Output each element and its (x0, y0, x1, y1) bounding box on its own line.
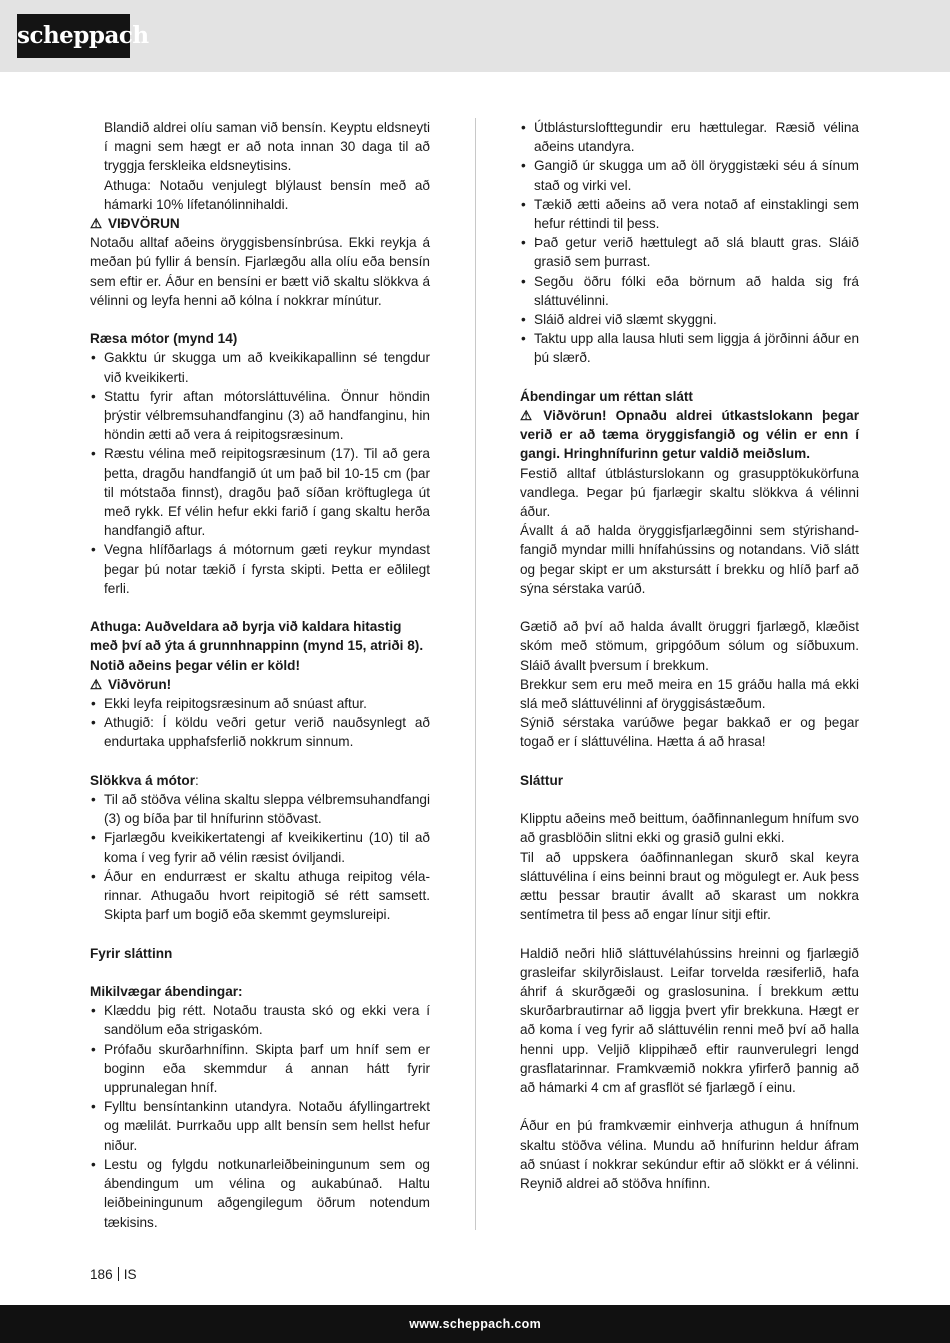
bullet-item: • Lestu og fylgdu notkunarleiðbeiningunum sem og ábendingum um vélina og aukabúnað. Haltu leiðbeiningunum aðgengilegum öðrum notendum tækisins. (90, 1155, 430, 1232)
warning-text: Viðvörun! Opnaðu aldrei útkastslokann þegar verið er að tæma öryggisfangið og vélin er enn í gangi. Hringhnífurinn getur valdið meiðslum. (520, 408, 859, 462)
bullet-item: • Fjarlægðu kveikikertatengi af kveikikertinu (10) til að koma í veg fyrir að vélin ræsist óviljandi. (90, 828, 430, 866)
warning-triangle-icon: ⚠ (90, 676, 103, 692)
section-heading: Fyrir sláttinn (90, 945, 173, 961)
scheppach-logo: scheppach (17, 14, 130, 58)
section-heading: Athuga: Auðveldara að byrja við kaldara hitastig með því að ýta á grunnhnappinn (mynd 15, atriði 8). Notið aðeins þegar vélin er köld! (90, 619, 424, 673)
warning-notice (520, 406, 859, 464)
paragraph: Festið alltaf útblásturslokann og grasupptökukörfuna vandlega. Þegar þú fjarlægir skaltu slökkva á vélinni áður. (520, 465, 859, 520)
paragraph: Gætið að því að halda ávallt öruggri fjarlægð, klæðist skóm með stömum, gripgóðum sólum og síðbuxum. Sláið ávallt þversum í brekkum. (520, 619, 859, 673)
bullet-item: • Taktu upp alla lausa hluti sem liggja á jörðinni áður en þú slærð. (520, 329, 859, 367)
paragraph-spacer (520, 1097, 859, 1116)
paragraph-spacer (90, 752, 430, 771)
section-heading: Sláttur (520, 772, 564, 788)
bullet-item: • Gakktu úr skugga um að kveikikapallinn sé tengdur við kveikikerti. (90, 348, 430, 386)
footer-website-url: www.scheppach.com (409, 1317, 541, 1331)
warning-text: VIÐVÖRUN (104, 216, 180, 232)
bullet-item: • Ekki leyfa reipitogsræsinum að snúast aftur. (90, 694, 430, 713)
bullet-item: • Klæddu þig rétt. Notaðu trausta skó og ekki vera í sandölum eða strigaskóm. (90, 1001, 430, 1039)
column-divider (475, 118, 476, 1230)
paragraph: Klipptu aðeins með beittum, óaðfinnanlegum hnífum svo að grasblöðin slitni ekki og grasið gulni ekki. (520, 811, 859, 846)
warning-notice (90, 214, 430, 233)
paragraph-spacer (520, 598, 859, 617)
paragraph: Sýnið sérstaka varúðwe þegar bakkað er og þegar togað er í sláttuvélina. Hætta á að hrasa! (520, 715, 859, 750)
page-number (90, 1265, 137, 1284)
bullet-item: • Athugið: Í köldu veðri getur verið nauðsynlegt að endurtaka upphafsferlið nokkrum sinnum. (90, 713, 430, 751)
paragraph: Áður en þú framkvæmir einhverja athugun á hnífnum skaltu stöðva vélina. Mundu að hnífurinn heldur áfram að snúast í nokkrar sekúndur eftir að slökkt er á vélinni. Reynið aldrei að stöðva hnífinn. (520, 1118, 859, 1192)
page-number-value: 186 (90, 1267, 113, 1282)
bullet-item: • Áður en endurræst er skaltu athuga reipitog vélarinnar. Athugaðu hvort reipitogið sé rétt samsett. Skipta þarf um bogið eða skemmt geymslureipi. (90, 867, 430, 925)
bullet-item: • Það getur verið hættulegt að slá blautt gras. Sláið grasið sem þurrast. (520, 233, 859, 271)
paragraph-spacer (520, 790, 859, 809)
section-heading: Ræsa mótor (mynd 14) (90, 331, 238, 347)
page-header (0, 0, 950, 72)
paragraph-spacer (90, 310, 430, 329)
paragraph-spacer (90, 963, 430, 982)
bullet-item: • Ræstu vélina með reipitogsræsinum (17). Til að gera þetta, dragðu handfangið út um það bil 10-15 cm (þar til mótstaða finnst), dragðu það síðan kröftuglega út með rykk. Ef vélin hefur ekki farið í gang skaltu herða handfangið aftur. (90, 444, 430, 540)
section-heading (90, 771, 430, 790)
paragraph-spacer (520, 924, 859, 943)
bullet-item: • Stattu fyrir aftan mótorsláttuvélina. Önnur höndin þrýstir vélbremsuhandfanginu (3) að handfanginu, hin höndin ætti að vera á reipitogsræsinum. (90, 387, 430, 445)
paragraph-spacer (520, 752, 859, 771)
paragraph: Notaðu alltaf aðeins öryggisbensínbrúsa. Ekki reykja á meðan þú fyllir á bensín. Fjarlægðu alla olíu eða bensín sem eftir er. Áður en bensíni er bætt við skaltu slökkva á vélinni og leyfa henni að kólna í nokkrar mínútur. (90, 235, 430, 308)
paragraph: Brekkur sem eru með meira en 15 gráðu halla má ekki slá með sláttuvélinni af öryggisástæðum. (520, 676, 859, 712)
page-language: IS (123, 1267, 137, 1282)
bullet-item: • Prófaðu skurðarhnífinn. Skipta þarf um hníf sem er boginn eða skemmdur á annan hátt fyrir upprunalegan hníf. (90, 1040, 430, 1098)
paragraph: Ávallt á að halda öryggisfjarlægðinni sem stýrishandfangið myndar milli hnífahússins og notandans. Við slátt og þegar skipt er um akstursátt í brekku og hlíð þarf að sýna sérstaka varúð. (520, 523, 859, 596)
indented-paragraph: Athuga: Notaðu venjulegt blýlaust bensín með að hámarki 10% lífetanólinnihaldi. (104, 177, 430, 212)
paragraph: Til að uppskera óaðfinnanlegan skurð skal keyra sláttuvélina í eins beinni braut og mögulegt er. Auk þess ættu þessar brautir ávallt að skarast um nokkra sentímetra til þess að engar línur sitji eftir. (520, 849, 859, 923)
paragraph-spacer (90, 924, 430, 943)
page-footer (0, 1305, 950, 1343)
indented-paragraph: Blandið aldrei olíu saman við bensín. Keyptu eldsneyti í magni sem hægt er að nota innan 30 daga til að tryggja ferskleika eldsneytisins. (104, 120, 430, 174)
bullet-item: • Útblásturslofttegundir eru hættulegar. Ræsið vélina aðeins utandyra. (520, 118, 859, 156)
paragraph-spacer (520, 368, 859, 387)
left-text-column (90, 118, 430, 1232)
section-heading: Ábendingar um réttan slátt (520, 388, 693, 404)
warning-triangle-icon: ⚠ (90, 216, 103, 232)
bullet-item: • Vegna hlífðarlags á mótornum gæti reykur myndast þegar þú notar tækið í fyrsta skipti. Þetta er eðlilegt ferli. (90, 540, 430, 598)
section-heading-text: Slökkva á mótor (90, 772, 196, 788)
warning-notice (90, 675, 430, 694)
paragraph: Haldið neðri hlið sláttuvélahússins hreinni og fjarlægið grasleifar skilyrðislaust. Leifar torvelda ræsiferlið, hafa áhrif á skurðgæði og graslosunina. Í brekkum ættu skurðarbrautirnar að liggja þvert yfir brekkuna. Hægt er að koma í veg fyrir að sláttuvélin renni með því að halla henni upp. Veljið klippihæð eftir raunverulegri lengd grasflatarinnar. Framkvæmið nokkra yfirferð þannig að að hámarki 4 cm af grasflöt sé fjarlægð í einu. (520, 945, 859, 1096)
bullet-item: • Fylltu bensíntankinn utandyra. Notaðu áfyllingartrekt og mælilát. Þurrkaðu upp allt bensín sem hellst hefur niður. (90, 1097, 430, 1155)
heading-colon: : (195, 772, 199, 788)
paragraph-spacer (90, 598, 430, 617)
bullet-item: • Segðu öðru fólki eða börnum að halda sig frá sláttuvélinni. (520, 272, 859, 310)
warning-text: Viðvörun! (104, 676, 172, 692)
bullet-item: • Til að stöðva vélina skaltu sleppa vélbremsuhandfangi (3) og bíða þar til hnífurinn stöðvast. (90, 790, 430, 828)
page-number-separator (118, 1267, 119, 1281)
bullet-item: • Tækið ætti aðeins að vera notað af einstaklingi sem hefur réttindi til þess. (520, 195, 859, 233)
warning-triangle-icon: ⚠ (520, 408, 533, 424)
bullet-item: • Gangið úr skugga um að öll öryggistæki séu á sínum stað og virki vel. (520, 156, 859, 194)
section-heading: Mikilvægar ábendingar: (90, 984, 243, 1000)
right-text-column (520, 118, 859, 1193)
bullet-item: • Sláið aldrei við slæmt skyggni. (520, 310, 859, 329)
